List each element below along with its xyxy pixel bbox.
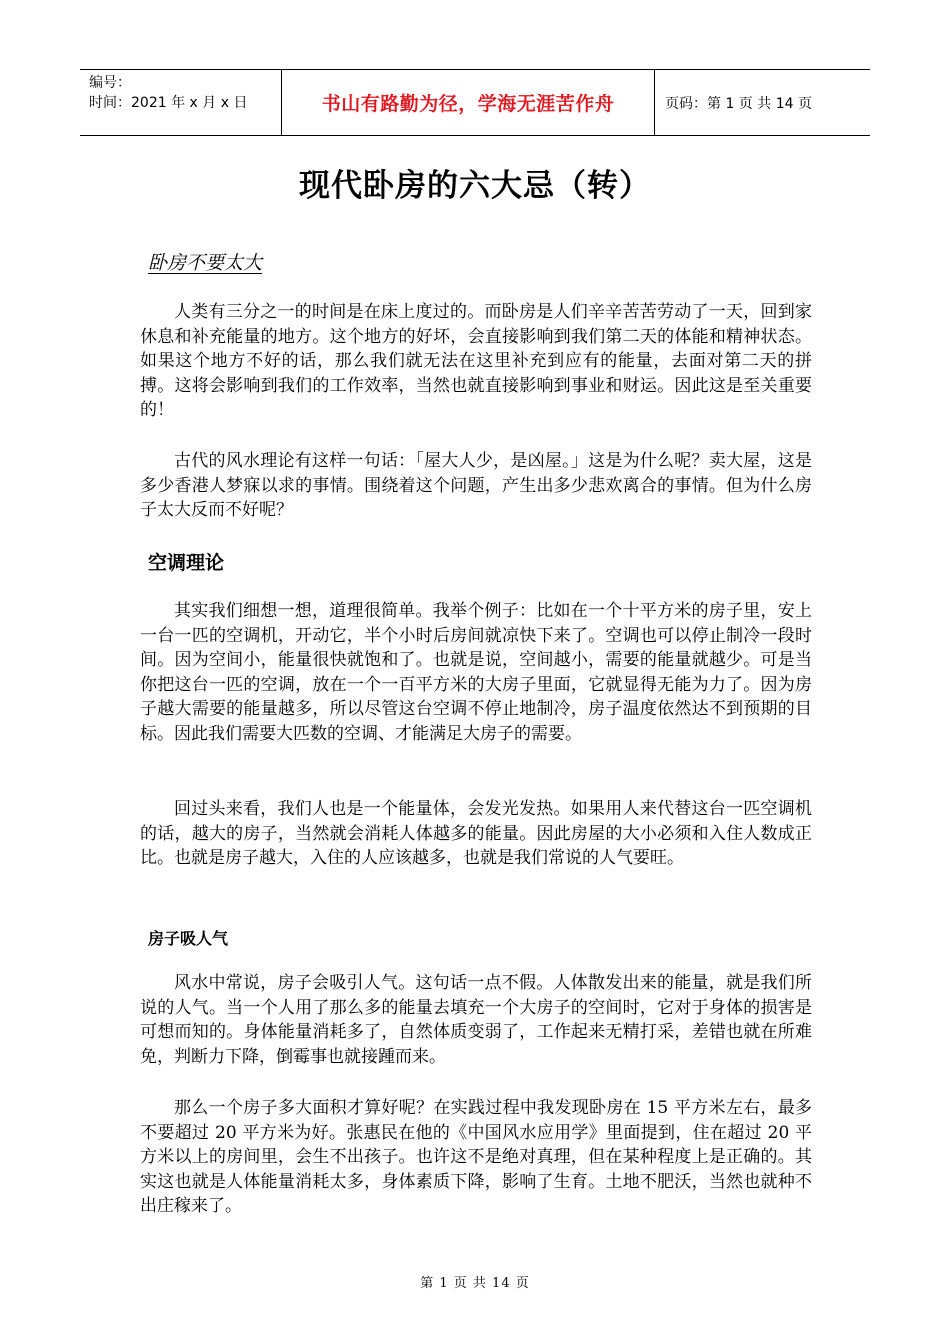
paragraph: 人类有三分之一的时间是在床上度过的。而卧房是人们辛辛苦苦劳动了一天，回到家休息和补充能量的地方。这个地方的好坏，会直接影响到我们第二天的体能和精神状态。如果这个地方不好的话，那么我们就无法在这里补充到应有的能量，去面对第二天的拼搏。这将会影响到我们的工作效率，当然也就直接影响到事业和财运。因此这是至关重要的！ <box>140 302 812 421</box>
header-meta <box>80 70 281 135</box>
paragraph: 那么一个房子多大面积才算好呢？在实践过程中我发现卧房在 15 平方米左右，最多不要超过 20 平方米为好。张惠民在他的《中国风水应用学》里面提到，住在超过 20 平方米以上的房间里，会生不出孩子。也许这不是绝对真理，但在某种程度上是正确的。其实这也就是人体能量消耗太多，身体素质下降，影响了生育。土地不肥沃，当然也就种不出庄稼来了。 <box>140 1098 812 1217</box>
paragraph: 其实我们细想一想，道理很简单。我举个例子：比如在一个十平方米的房子里，安上一台一匹的空调机，开动它，半个小时后房间就凉快下来了。空调也可以停止制冷一段时间。因为空间小，能量很快就饱和了。也就是说，空间越小，需要的能量就越少。可是当你把这台一匹的空调，放在一个一百平方米的大房子里面，它就显得无能为力了。因为房子越大需要的能量越多，所以尽管这台空调不停止地制冷，房子温度依然达不到预期的目标。因此我们需要大匹数的空调、才能满足大房子的需要。 <box>140 601 812 744</box>
header-motto: 书山有路勤为径，学海无涯苦作舟 <box>281 70 655 135</box>
header-page-info: 页码：第 1 页 共 14 页 <box>665 95 812 112</box>
section-heading-aircon: 空调理论 <box>148 552 225 574</box>
time-label: 时间：2021 年 x 月 x 日 <box>89 95 248 111</box>
header-table <box>80 69 870 136</box>
section-heading-house-energy: 房子吸人气 <box>148 929 229 948</box>
paragraph: 古代的风水理论有这样一句话：「屋大人少，是凶屋。」这是为什么呢？卖大屋，这是多少香港人梦寐以求的事情。围绕着这个问题，产生出多少悲欢离合的事情。但为什么房子太大反而不好呢？ <box>140 451 812 521</box>
footer-page-number: 第 1 页 共 14 页 <box>420 1276 530 1291</box>
paragraph: 回过头来看，我们人也是一个能量体，会发光发热。如果用人来代替这台一匹空调机的话，越大的房子，当然就会消耗人体越多的能量。因此房屋的大小必须和入住人数成正比。也就是房子越大，入住的人应该越多，也就是我们常说的人气要旺。 <box>140 799 812 869</box>
number-label: 编号： <box>89 75 131 91</box>
document-title: 现代卧房的六大忌（转） <box>299 168 651 204</box>
section-heading-bedroom-size: 卧房不要太大 <box>148 252 263 274</box>
paragraph: 风水中常说，房子会吸引人气。这句话一点不假。人体散发出来的能量，就是我们所说的人气。当一个人用了那么多的能量去填充一个大房子的空间时，它对于身体的损害是可想而知的。身体能量消耗多了，自然体质变弱了，工作起来无精打采，差错也就在所难免，判断力下降，倒霉事也就接踵而来。 <box>140 973 812 1067</box>
